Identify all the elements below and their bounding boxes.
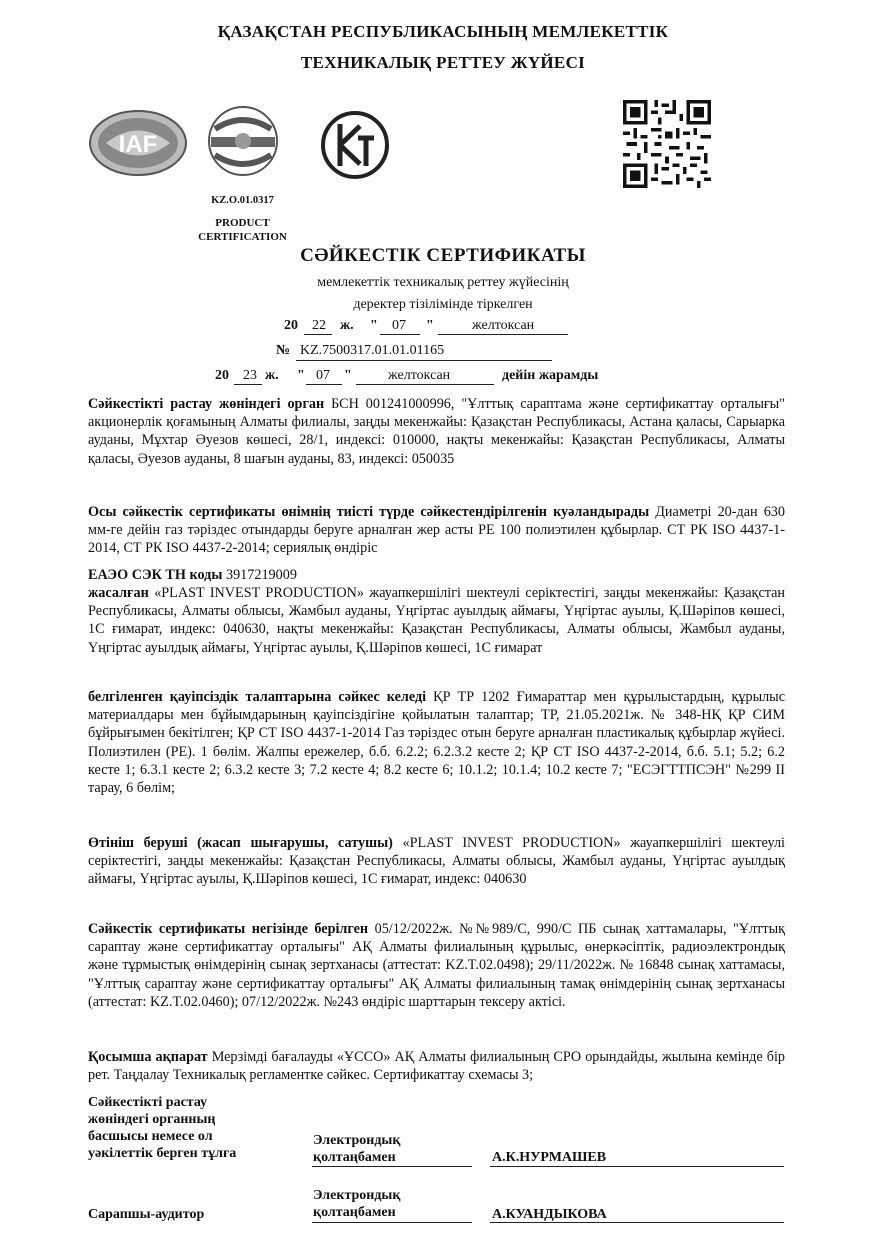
head-signatory-label: Сәйкестікті растау жөніндегі органның басшысы немесе ол уәкілеттік берген тұлға (88, 1095, 237, 1161)
iaf-logo-icon (88, 108, 188, 178)
number-label: № (276, 343, 291, 358)
tnved-code-section (88, 566, 785, 584)
applicant-text: «PLAST INVEST PRODUCTION» жауапкершілігі шектеулі серіктестігі, заңды мекенжайы: Қазақстан Республикасы, Алматы облысы, Жамбыл ауданы, Үңгіртас ауылдық аймағы, Үңгіртас ауылы, Қ.Шәріпов көшесі, 1С ғимарат, индекс: 040630 (88, 835, 785, 888)
certificate-number: KZ.7500317.01.01.01165 (300, 343, 445, 358)
head-signatory-name: А.К.НУРМАШЕВ (492, 1150, 607, 1165)
requirements-section (88, 688, 785, 797)
basis-text: 05/12/2022ж. №№989/С, 990/С ПБ сынақ хаттамалары, "Ұлттық сараптау және сертификаттау орталығы" АҚ Алматы филиалының құрылыс, өнеркәсіптік, радиоэлектрондық және тұрмыстық өнімдерінің сынақ зертханасы (аттестат: KZ.T.02.0498); 29/11/2022ж. № 16848 сынақ хаттамасы, "Ұлттық сараптау және сертификаттау орталығы" АҚ Алматы филиалының тамақ өнімдерінің сынақ зертханасы (аттестат: KZ.T.02.0460); 07/12/2022ж. №243 өндіріс шарттарын тексеру актісі. (88, 921, 785, 1010)
valid-date-century: 20 (215, 368, 229, 383)
additional-info-label: Қосымша ақпарат (88, 1049, 208, 1065)
applicant-section (88, 834, 785, 889)
requirements-label: белгіленген қауіпсіздік талаптарына сәйкес келеді (88, 689, 427, 705)
accreditation-label-1: PRODUCT (215, 217, 270, 229)
tnved-code-value: 3917219009 (225, 567, 297, 583)
basis-section (88, 920, 785, 1011)
product-section (88, 503, 785, 558)
tnved-code-label: ЕАЭО СЭК ТН коды (88, 567, 223, 583)
additional-info-text: Мерзімді бағалауды «ҰССО» АҚ Алматы филиалының СРО орындайды, жылына кемінде бір рет. Таңдалау Техникалық регламентке сәйкес. Сертификаттау схемасы 3; (88, 1049, 785, 1084)
manufacturer-text: «PLAST INVEST PRODUCTION» жауапкершілігі шектеулі серіктестігі, заңды мекенжайы: Қазақстан Республикасы, Алматы облысы, Жамбыл ауданы, Үңгіртас ауылдық аймағы, Үңгіртас ауылы, Қ.Шәріпов көшесі, 1С ғимарат, индекс: 040630, нақты мекенжайы: Қазақстан Республикасы, Алматы облысы, Жамбыл ауданы, Үңгіртас ауылдық аймағы, Үңгіртас ауылы, Қ.Шәріпов көшесі, 1С ғимарат (88, 585, 786, 656)
header-line-1: ҚАЗАҚСТАН РЕСПУБЛИКАСЫНЫҢ МЕМЛЕКЕТТІК (217, 22, 669, 41)
applicant-label: Өтініш беруші (жасап шығарушы, сатушы) (88, 835, 393, 851)
reg-date-month: желтоксан (472, 318, 535, 333)
valid-date-month: желтоксан (388, 368, 451, 383)
auditor-label: Сарапшы-аудитор (88, 1207, 205, 1222)
reg-date-day: 07 (392, 318, 406, 333)
manufacturer-label: жасалған (88, 585, 149, 601)
accreditation-logo-icon (193, 103, 293, 183)
manufacturer-section (88, 584, 785, 657)
certificate-title: СӘЙКЕСТІК СЕРТИФИКАТЫ (300, 245, 586, 266)
certificate-subtitle-1: мемлекеттік техникалық реттеу жүйесінің (317, 275, 569, 290)
product-label: Осы сәйкестік сертификаты өнімнің тиісті түрде сәйкестендірілгенін куәландырады (88, 504, 650, 520)
certifying-body-section (88, 395, 785, 468)
certifying-body-text: БСН 001241000996, "Ұлттық сараптама және сертификаттау орталығы" акционерлік қоғамының Алматы филиалы, заңды мекенжайы: Қазақстан Республикасы, Астана қаласы, Сарыарка ауданы, Мұхтар Әуезов көшесі, 28/1, индексі: 010000, нақты мекенжайы: Қазақстан Республикасы, Алматы қаласы, Әуезов ауданы, 8 шағын ауданы, 83, индексі: 050035 (88, 396, 786, 467)
valid-date-year-suffix: ж. (265, 368, 279, 383)
kst-logo-icon (318, 108, 392, 182)
certifying-body-label: Сәйкестікті растау жөніндегі орган (88, 396, 325, 412)
auditor-name: А.КУАНДЫКОВА (492, 1207, 607, 1222)
qr-code-icon (623, 100, 711, 188)
product-text: Диаметрі 20-дан 630 мм-ге дейін газ тәріздес отындарды беруге арналған жер асты PE 100 полиэтилен құбырлар. СТ РК ISO 4437-1-2014, СТ РК ISO 4437-2-2014; сериялық өндіріс (88, 504, 785, 557)
additional-info-section (88, 1048, 785, 1084)
header-line-2: ТЕХНИКАЛЫҚ РЕТТЕУ ЖҮЙЕСІ (300, 53, 586, 72)
valid-date-suffix: дейін жарамды (502, 368, 599, 383)
valid-date-year: 23 (243, 368, 257, 383)
basis-label: Сәйкестік сертификаты негізінде берілген (88, 921, 369, 937)
certificate-subtitle-2: деректер тізілімінде тіркелген (353, 297, 533, 312)
requirements-text: ҚР ТР 1202 Ғимараттар мен құрылыстардың, құрылыс материалдары мен бұйымдарының қауіпсіздігіне қойылатын талаптар; ТР, 21.05.2021ж. № 348-НҚ ҚР СИМ бұйрығымен бекітілген; ҚР СТ ISO 4437-1-2014 Газ тәріздес отын беруге арналған пластикалық құбырлар жүйесі. Полиэтилен (PE). 1 бөлім. Жалпы ережелер, б.б. 6.2.2; 6.2.3.2 кесте 2; ҚР СТ ISO 4437-2-2014, б.б. 5.1; 5.2; 6.2 кесте 1; 6.3.1 кесте 2; 6.3.2 кесте 3; 7.2 кесте 4; 8.2 кесте 6; 10.1.2; 10.1.4; 10.2 кесте 7; "ЕСЭГТТПСЭН" №299 II тарау, 6 бөлім; (88, 689, 786, 797)
head-signature-method: Электрондық қолтаңбамен (313, 1133, 401, 1165)
valid-date-day: 07 (316, 368, 330, 383)
svg-text:IAF: IAF (118, 131, 158, 158)
reg-date-year-suffix: ж. (340, 318, 354, 333)
reg-date-year: 22 (312, 318, 326, 333)
reg-date-century: 20 (284, 318, 298, 333)
auditor-signature-method: Электрондық қолтаңбамен (313, 1188, 401, 1220)
accreditation-code: KZ.O.01.0317 (211, 195, 274, 206)
accreditation-label-2: CERTIFICATION (198, 231, 287, 243)
